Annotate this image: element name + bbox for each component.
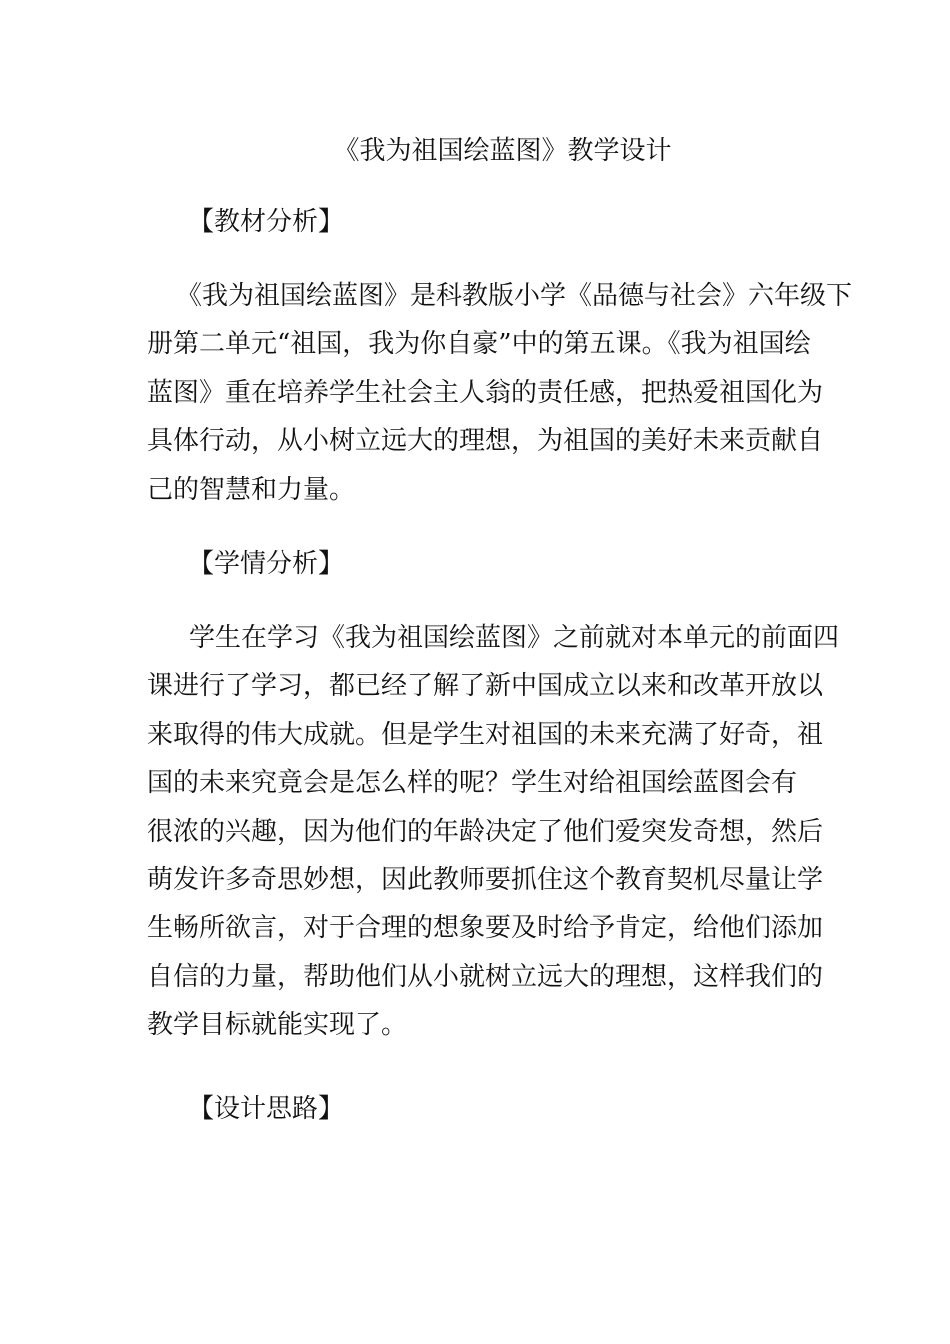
paragraph-line: 《我为祖国绘蓝图》是科教版小学《品德与社会》六年级下: [176, 281, 853, 311]
paragraph-line: 学生在学习《我为祖国绘蓝图》之前就对本单元的前面四: [189, 623, 840, 653]
paragraph-line: 课进行了学习，都已经了解了新中国成立以来和改革开放以: [147, 671, 824, 702]
document-title: 《我为祖国绘蓝图》教学设计: [333, 136, 672, 166]
paragraph-line: 自信的力量，帮助他们从小就树立远大的理想，这样我们的: [147, 961, 824, 992]
paragraph-line: 册第二单元“祖国，我为你自豪”中的第五课。《我为祖国绘: [147, 329, 811, 360]
paragraph-line: 蓝图》重在培养学生社会主人翁的责任感，把热爱祖国化为: [147, 377, 824, 408]
paragraph-textbook-analysis: [147, 272, 853, 514]
paragraph-line: 己的智慧和力量。: [147, 474, 356, 505]
paragraph-line: 具体行动，从小树立远大的理想，为祖国的美好未来贡献自: [147, 426, 824, 457]
paragraph-student-analysis: [147, 614, 840, 1050]
paragraph-line: 生畅所欲言，对于合理的想象要及时给予肯定，给他们添加: [147, 913, 824, 944]
paragraph-line: 来取得的伟大成就。但是学生对祖国的未来充满了好奇，祖: [147, 719, 824, 750]
paragraph-line: 很浓的兴趣，因为他们的年龄决定了他们爱突发奇想，然后: [147, 816, 824, 847]
section-heading-design-ideas: 【设计思路】: [188, 1094, 345, 1124]
section-heading-textbook-analysis: 【教材分析】: [188, 207, 345, 237]
paragraph-line: 萌发许多奇思妙想，因此教师要抓住这个教育契机尽量让学: [147, 864, 824, 895]
paragraph-line: 国的未来究竟会是怎么样的呢？学生对给祖国绘蓝图会有: [147, 768, 798, 799]
section-heading-student-analysis: 【学情分析】: [188, 549, 345, 579]
paragraph-line: 教学目标就能实现了。: [147, 1010, 408, 1041]
